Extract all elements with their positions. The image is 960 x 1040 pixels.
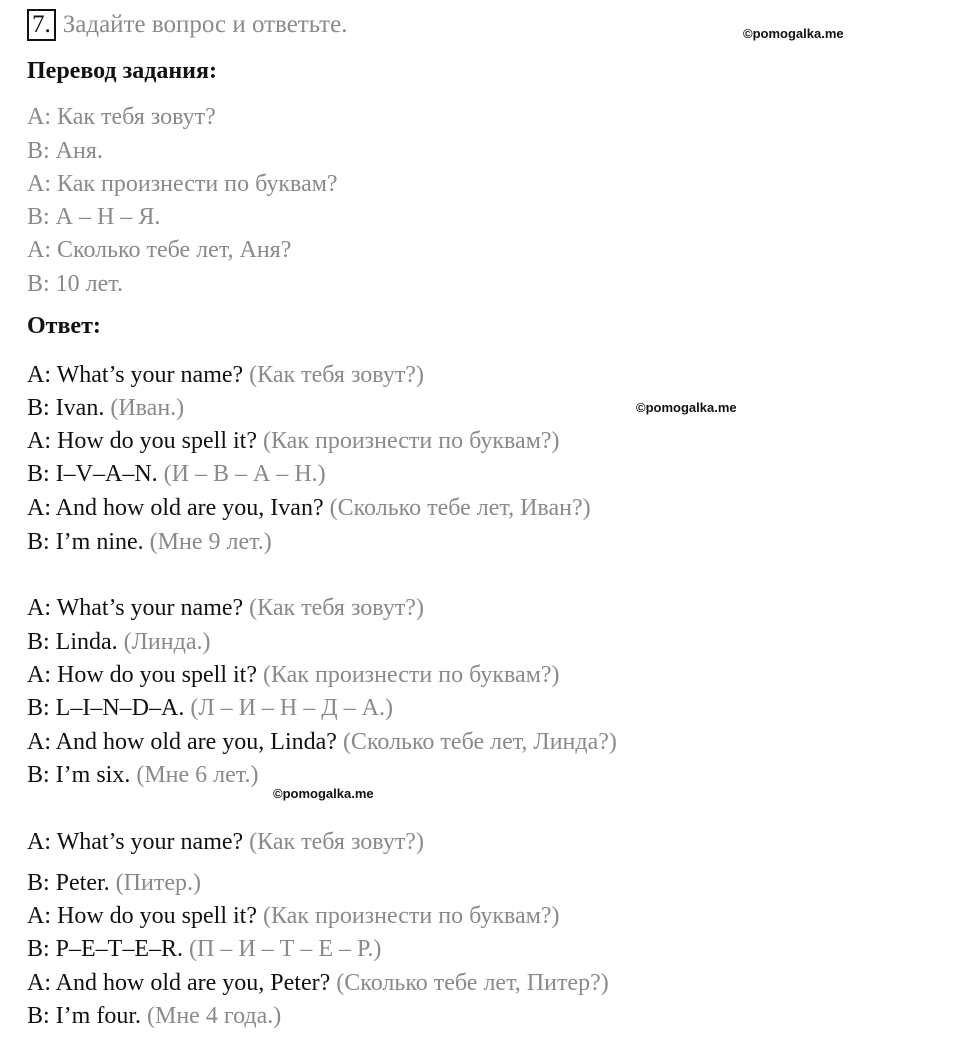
watermark: ©pomogalka.me (636, 400, 737, 415)
dialog-line (27, 934, 381, 964)
english-text: A: What’s your name? (27, 362, 244, 388)
russian-translation: (Сколько тебе лет, Питер?) (336, 970, 609, 996)
english-text: A: And how old are you, Ivan? (27, 495, 324, 521)
russian-translation: (Сколько тебе лет, Иван?) (329, 495, 591, 521)
translation-line: B: 10 лет. (27, 271, 123, 297)
russian-translation: (Как тебя зовут?) (249, 595, 424, 621)
translation-line: A: Как произнести по буквам? (27, 171, 338, 197)
dialog-line (27, 1001, 281, 1031)
english-text: B: Ivan. (27, 395, 105, 421)
english-text: B: I’m six. (27, 762, 131, 788)
dialog-line (27, 593, 424, 623)
english-text: A: What’s your name? (27, 595, 244, 621)
russian-translation: (Мне 9 лет.) (149, 529, 272, 555)
watermark: ©pomogalka.me (273, 786, 374, 801)
dialog-line (27, 968, 609, 998)
dialog-line (27, 693, 393, 723)
translation-line: A: Как тебя зовут? (27, 104, 216, 130)
english-text: A: How do you spell it? (27, 662, 257, 688)
dialog-line (27, 426, 560, 456)
watermark: ©pomogalka.me (743, 26, 844, 41)
english-text: A: What’s your name? (27, 829, 244, 855)
russian-translation: (Линда.) (123, 629, 211, 655)
english-text: B: I’m nine. (27, 529, 144, 555)
english-text: A: How do you spell it? (27, 428, 257, 454)
english-text: B: I’m four. (27, 1003, 141, 1029)
russian-translation: (Как тебя зовут?) (249, 362, 424, 388)
dialog-line (27, 360, 424, 390)
translation-line: B: Аня. (27, 138, 103, 164)
english-text: B: L–I–N–D–A. (27, 695, 185, 721)
english-text: A: And how old are you, Peter? (27, 970, 331, 996)
english-text: B: Linda. (27, 629, 118, 655)
english-text: B: I–V–A–N. (27, 461, 158, 487)
dialog-line (27, 868, 201, 898)
translation-title: Перевод задания: (27, 58, 217, 84)
dialog-line (27, 901, 560, 931)
russian-translation: (Как произнести по буквам?) (262, 428, 560, 454)
russian-translation: (Как произнести по буквам?) (262, 903, 560, 929)
dialog-line (27, 660, 560, 690)
english-text: B: P–E–T–E–R. (27, 936, 184, 962)
task-instruction: Задайте вопрос и ответьте. (62, 11, 348, 38)
dialog-line (27, 760, 258, 790)
english-text: A: And how old are you, Linda? (27, 729, 337, 755)
english-text: B: Peter. (27, 870, 110, 896)
dialog-line (27, 459, 326, 489)
dialog-line (27, 493, 591, 523)
dialog-line (27, 393, 184, 423)
task-number: 7. (27, 9, 56, 41)
russian-translation: (П – И – Т – Е – Р.) (189, 936, 382, 962)
dialog-line (27, 727, 617, 757)
translation-line: B: А – Н – Я. (27, 204, 161, 230)
task-header (27, 8, 347, 42)
russian-translation: (Мне 6 лет.) (136, 762, 259, 788)
russian-translation: (Как произнести по буквам?) (262, 662, 560, 688)
russian-translation: (Сколько тебе лет, Линда?) (342, 729, 617, 755)
russian-translation: (Л – И – Н – Д – А.) (190, 695, 393, 721)
russian-translation: (Питер.) (115, 870, 201, 896)
answer-title: Ответ: (27, 313, 101, 339)
russian-translation: (Как тебя зовут?) (249, 829, 424, 855)
english-text: A: How do you spell it? (27, 903, 257, 929)
dialog-line (27, 527, 272, 557)
dialog-line (27, 627, 210, 657)
russian-translation: (Мне 4 года.) (147, 1003, 282, 1029)
russian-translation: (Иван.) (110, 395, 185, 421)
dialog-line (27, 827, 424, 857)
russian-translation: (И – В – А – Н.) (163, 461, 326, 487)
translation-line: A: Сколько тебе лет, Аня? (27, 237, 292, 263)
